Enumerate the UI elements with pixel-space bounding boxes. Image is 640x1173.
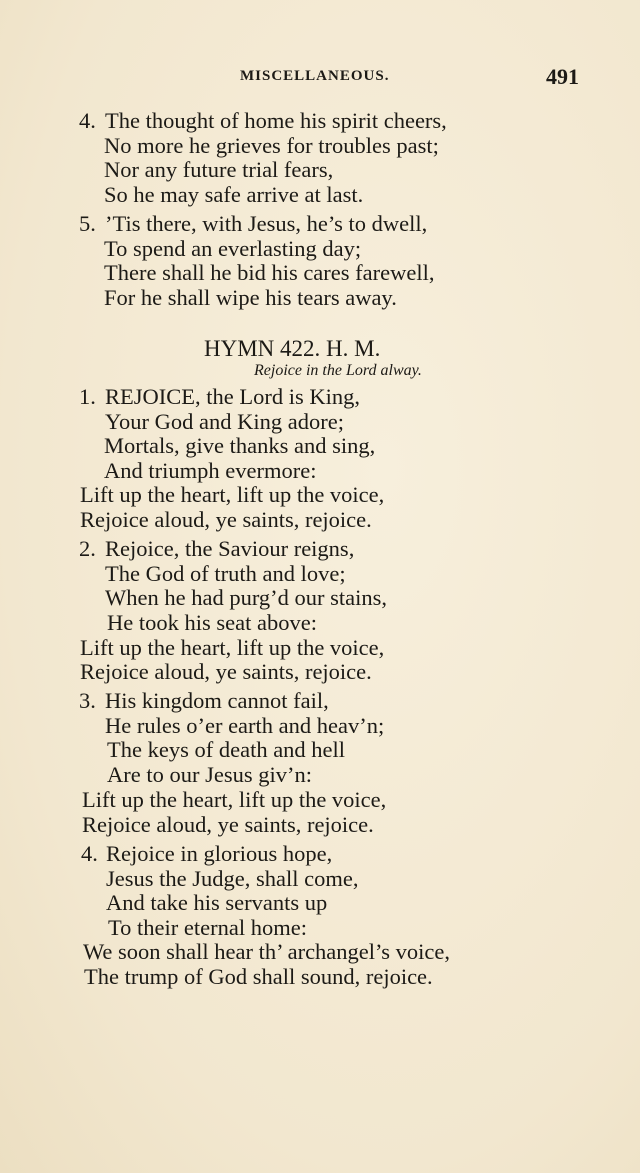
stanza-number: 1.: [79, 384, 96, 409]
verse-line: Lift up the heart, lift up the voice,: [82, 787, 387, 812]
verse-line: He took his seat above:: [107, 610, 317, 635]
verse-line: Rejoice in glorious hope,: [106, 841, 333, 866]
verse-line: Are to our Jesus giv’n:: [107, 762, 312, 787]
verse-line: ’Tis there, with Jesus, he’s to dwell,: [105, 211, 428, 236]
verse-line: We soon shall hear th’ archangel’s voice,: [83, 939, 451, 964]
stanza-number: 5.: [79, 211, 96, 236]
verse-line: Rejoice aloud, ye saints, rejoice.: [80, 659, 372, 684]
verse-line: The God of truth and love;: [105, 561, 346, 586]
verse-line: Mortals, give thanks and sing,: [104, 433, 376, 458]
stanza-number: 3.: [79, 688, 96, 713]
verse-line: His kingdom cannot fail,: [105, 688, 329, 713]
verse-line: Rejoice aloud, ye saints, rejoice.: [80, 507, 372, 532]
stanza-number: 4.: [81, 841, 98, 866]
hymn-subtitle: Rejoice in the Lord alway.: [254, 362, 422, 379]
verse-line: Jesus the Judge, shall come,: [106, 866, 359, 891]
stanza-number: 2.: [79, 536, 96, 561]
verse-line: The trump of God shall sound, rejoice.: [84, 964, 433, 989]
running-title: MISCELLANEOUS.: [240, 68, 390, 84]
verse-line: No more he grieves for troubles past;: [104, 133, 439, 158]
verse-line: There shall he bid his cares farewell,: [104, 260, 435, 285]
verse-line: The thought of home his spirit cheers,: [105, 108, 447, 133]
verse-line: When he had purg’d our stains,: [105, 585, 388, 610]
verse-line: Lift up the heart, lift up the voice,: [80, 635, 385, 660]
page-number: 491: [546, 64, 579, 89]
stanza-number: 4.: [79, 108, 96, 133]
verse-line: To spend an everlasting day;: [104, 236, 362, 261]
verse-line: REJOICE, the Lord is King,: [105, 384, 360, 409]
verse-line: The keys of death and hell: [107, 737, 346, 762]
verse-line: For he shall wipe his tears away.: [104, 285, 397, 310]
verse-line: Rejoice, the Saviour reigns,: [105, 536, 355, 561]
verse-line: Lift up the heart, lift up the voice,: [80, 482, 385, 507]
verse-line: So he may safe arrive at last.: [104, 182, 364, 207]
verse-line: Nor any future trial fears,: [104, 157, 334, 182]
verse-line: To their eternal home:: [108, 915, 307, 940]
verse-line: He rules o’er earth and heav’n;: [105, 713, 385, 738]
verse-line: And take his servants up: [106, 890, 328, 915]
verse-line: Your God and King adore;: [105, 409, 344, 434]
verse-line: And triumph evermore:: [104, 458, 317, 483]
verse-line: Rejoice aloud, ye saints, rejoice.: [82, 812, 374, 837]
hymn-heading: HYMN 422. H. M.: [204, 336, 381, 361]
